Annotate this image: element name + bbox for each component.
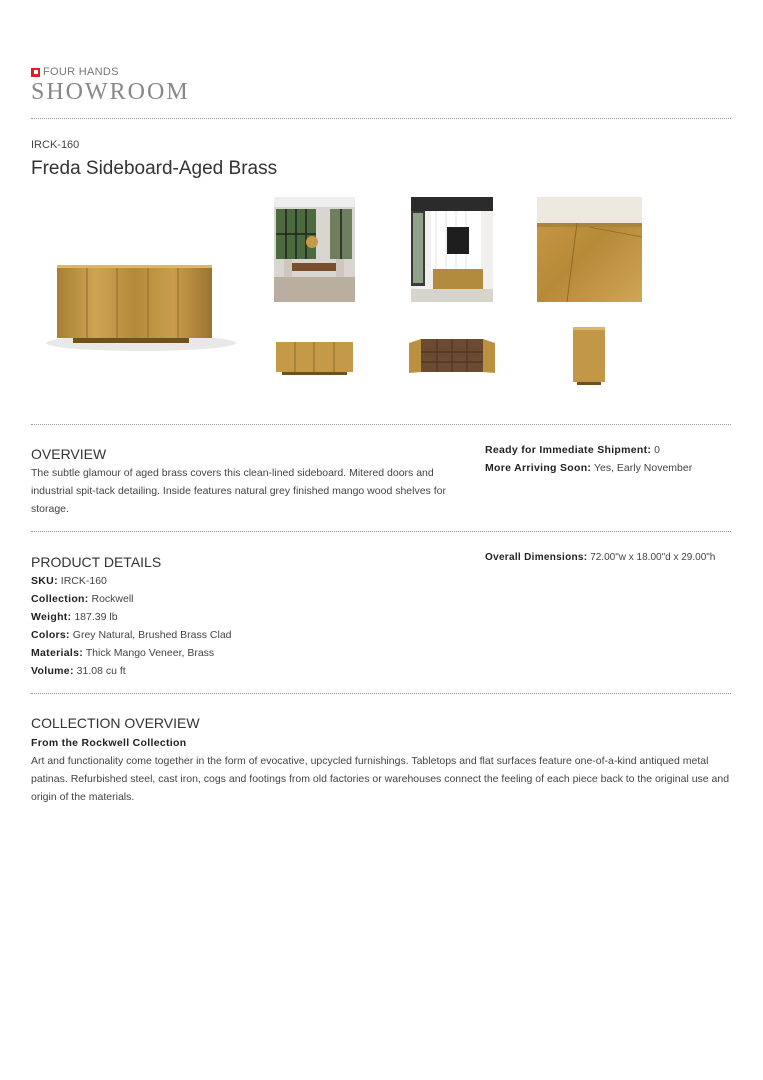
divider <box>31 118 731 119</box>
brand-square-icon <box>31 68 40 77</box>
details-heading: PRODUCT DETAILS <box>31 554 162 570</box>
front-view-image <box>262 307 367 407</box>
detail-materials: Materials: Thick Mango Veneer, Brass <box>31 647 215 659</box>
lifestyle-living-image <box>411 197 493 302</box>
detail-weight: Weight: 187.39 lb <box>31 611 118 623</box>
product-title: Freda Sideboard-Aged Brass <box>31 158 278 179</box>
shipment-info <box>485 441 731 477</box>
collection-text: Art and functionality come together in the form of evocative, upcycled furnishings. Tabletops and flat surfaces feature one-of-a-kind antiqued metal patinas. Refurbished steel, cast iron, cogs and footings from old factories or warehouses connect the feeling of each piece back to the original use and origin of the materials. <box>31 755 730 803</box>
dimensions-info <box>485 549 731 567</box>
divider <box>31 531 731 532</box>
ready-value: 0 <box>654 444 660 456</box>
detail-sku: SKU: IRCK-160 <box>31 575 107 587</box>
dimensions-value: 72.00"w x 18.00"d x 29.00"h <box>590 552 716 563</box>
arriving-label: More Arriving Soon: <box>485 462 592 474</box>
arriving-value: Yes, Early November <box>593 462 693 474</box>
overview-text: The subtle glamour of aged brass covers this clean-lined sideboard. Mitered doors and industrial spit-tack detailing. Inside features natural grey finished mango wood shelves for storage. <box>31 467 446 515</box>
open-doors-image <box>399 307 504 407</box>
detail-colors: Colors: Grey Natural, Brushed Brass Clad <box>31 629 232 641</box>
divider <box>31 424 731 425</box>
detail-brass-image <box>537 197 642 302</box>
detail-volume: Volume: 31.08 cu ft <box>31 665 126 677</box>
dimensions-label: Overall Dimensions: <box>485 552 588 563</box>
divider <box>31 693 731 694</box>
detail-collection: Collection: Rockwell <box>31 593 134 605</box>
overview-heading: OVERVIEW <box>31 446 107 462</box>
brand-logo <box>31 66 190 104</box>
collection-heading: COLLECTION OVERVIEW <box>31 715 200 731</box>
product-sku: IRCK-160 <box>31 139 80 151</box>
side-view-image <box>537 307 642 407</box>
collection-subheading: From the Rockwell Collection <box>31 737 187 749</box>
lifestyle-dining-image <box>274 197 355 302</box>
brand-subtitle: SHOWROOM <box>31 79 190 105</box>
ready-label: Ready for Immediate Shipment: <box>485 444 652 456</box>
main-product-image <box>31 213 246 378</box>
brand-name: FOUR HANDS <box>43 66 119 78</box>
details-list <box>31 572 451 680</box>
